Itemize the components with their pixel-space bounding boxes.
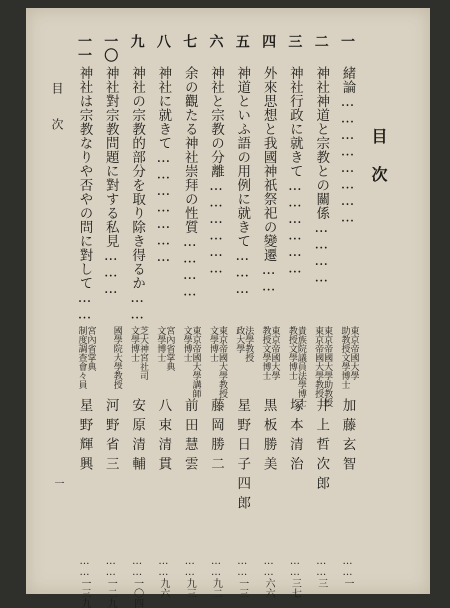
running-header-right: 次 bbox=[50, 118, 64, 130]
entry-author: 塚本清治 bbox=[286, 398, 303, 476]
entry-author: 星野日子四郎 bbox=[234, 398, 251, 515]
entry-page: ……一三 bbox=[236, 556, 248, 598]
entry-page: ……九三 bbox=[184, 556, 196, 598]
entry-number: 六 bbox=[207, 34, 224, 48]
entry-affiliation: 東京帝國大學 bbox=[348, 326, 359, 380]
entry-number: 一 bbox=[339, 34, 355, 48]
entry-author: 前田慧雲 bbox=[181, 398, 198, 476]
entry-author: 加藤玄智 bbox=[339, 398, 356, 476]
page-title: 目次 bbox=[369, 128, 388, 204]
entry-affiliation: 東京帝國大學 bbox=[269, 326, 280, 380]
entry-affiliation: 宮內省掌典 bbox=[85, 326, 96, 371]
entry-title: 神社の宗教的部分を取り除き得るか…… bbox=[129, 66, 146, 323]
entry-page: ……一二九 bbox=[105, 556, 117, 608]
entry-author: 八束清貫 bbox=[155, 398, 172, 476]
entry-author: 井上哲次郎 bbox=[313, 398, 330, 496]
folio: 一 bbox=[52, 478, 63, 488]
entry-affiliation: 法學教授 bbox=[243, 326, 254, 362]
entry-number: 四 bbox=[260, 34, 277, 48]
entry-title: 神社對宗教問題に對する私見……… bbox=[102, 66, 119, 298]
entry-affiliation: 文學博士 bbox=[207, 326, 218, 362]
entry-page: ……六六 bbox=[263, 556, 275, 598]
entry-number: 七 bbox=[181, 34, 198, 48]
entry-affiliation: 東京帝國大學助教授 bbox=[322, 326, 333, 407]
entry-page: ……九二 bbox=[210, 556, 222, 598]
entry-affiliation: 教授文學博士 bbox=[286, 326, 297, 380]
entry-page: ……三七 bbox=[289, 556, 301, 598]
book-page bbox=[26, 8, 430, 608]
entry-page: ……一三九 bbox=[79, 556, 90, 608]
entry-number: 一一 bbox=[76, 34, 92, 62]
entry-affiliation: 芝大神宮社司 bbox=[138, 326, 149, 380]
entry-title: 神社と宗教の分離……………… bbox=[208, 66, 224, 277]
entry-affiliation: 文學博士 bbox=[129, 326, 140, 362]
entry-title: 神道といふ語の用例に就きて……… bbox=[234, 66, 251, 298]
entry-number: 一〇 bbox=[102, 34, 119, 62]
entry-title: 余の觀たる神社崇拜の性質………… bbox=[181, 66, 198, 300]
entry-affiliation: 助教授文學博士 bbox=[339, 326, 350, 389]
entry-affiliation: 國學院大學教授 bbox=[111, 326, 122, 389]
entry-affiliation: 貴族院議員法學博士 bbox=[295, 326, 306, 407]
entry-author: 安原清輔 bbox=[129, 398, 146, 476]
entry-affiliation: 東京帝國大學教授 bbox=[313, 326, 324, 398]
entry-title: 神社神道と宗教との關係………… bbox=[313, 66, 330, 286]
entry-number: 八 bbox=[154, 34, 171, 48]
entry-affiliation: 宮內省掌典 bbox=[164, 326, 175, 371]
entry-title: 神社行政に就きて……………… bbox=[286, 66, 303, 277]
entry-page: ……一〇四 bbox=[131, 556, 143, 608]
entry-author: 河野省三 bbox=[102, 398, 119, 476]
entry-affiliation: 教授文學博士 bbox=[260, 326, 271, 380]
entry-author: 星野輝興 bbox=[76, 398, 93, 476]
entry-affiliation: 東京帝國大學教授 bbox=[216, 326, 227, 398]
entry-page: ……九六 bbox=[157, 556, 169, 598]
entry-number: 二 bbox=[312, 34, 329, 48]
entry-number: 三 bbox=[286, 34, 303, 48]
entry-title: 緒論…………………… bbox=[339, 66, 356, 226]
entry-number: 九 bbox=[128, 34, 145, 48]
entry-affiliation: 政大學 bbox=[234, 326, 245, 353]
entry-affiliation: 東京帝國大學講師 bbox=[190, 326, 201, 398]
entry-title: 神社に就きて………………… bbox=[155, 66, 172, 266]
running-header-left: 目 bbox=[50, 82, 64, 94]
entry-affiliation: 文學博士 bbox=[155, 326, 166, 362]
entry-number: 五 bbox=[233, 34, 250, 48]
entry-author: 藤岡勝二 bbox=[208, 398, 224, 476]
entry-author: 黒板勝美 bbox=[260, 398, 277, 476]
entry-page: ……一 bbox=[342, 556, 353, 588]
entry-title: 神社は宗教なりや否やの問に對して…… bbox=[76, 66, 93, 323]
entry-affiliation: 文學博士 bbox=[181, 326, 192, 362]
entry-page: ……三 bbox=[315, 556, 327, 588]
entry-title: 外來思想と我國神祇祭祀の變遷…… bbox=[260, 66, 277, 295]
entry-affiliation: 制度調查會々員 bbox=[76, 326, 87, 389]
